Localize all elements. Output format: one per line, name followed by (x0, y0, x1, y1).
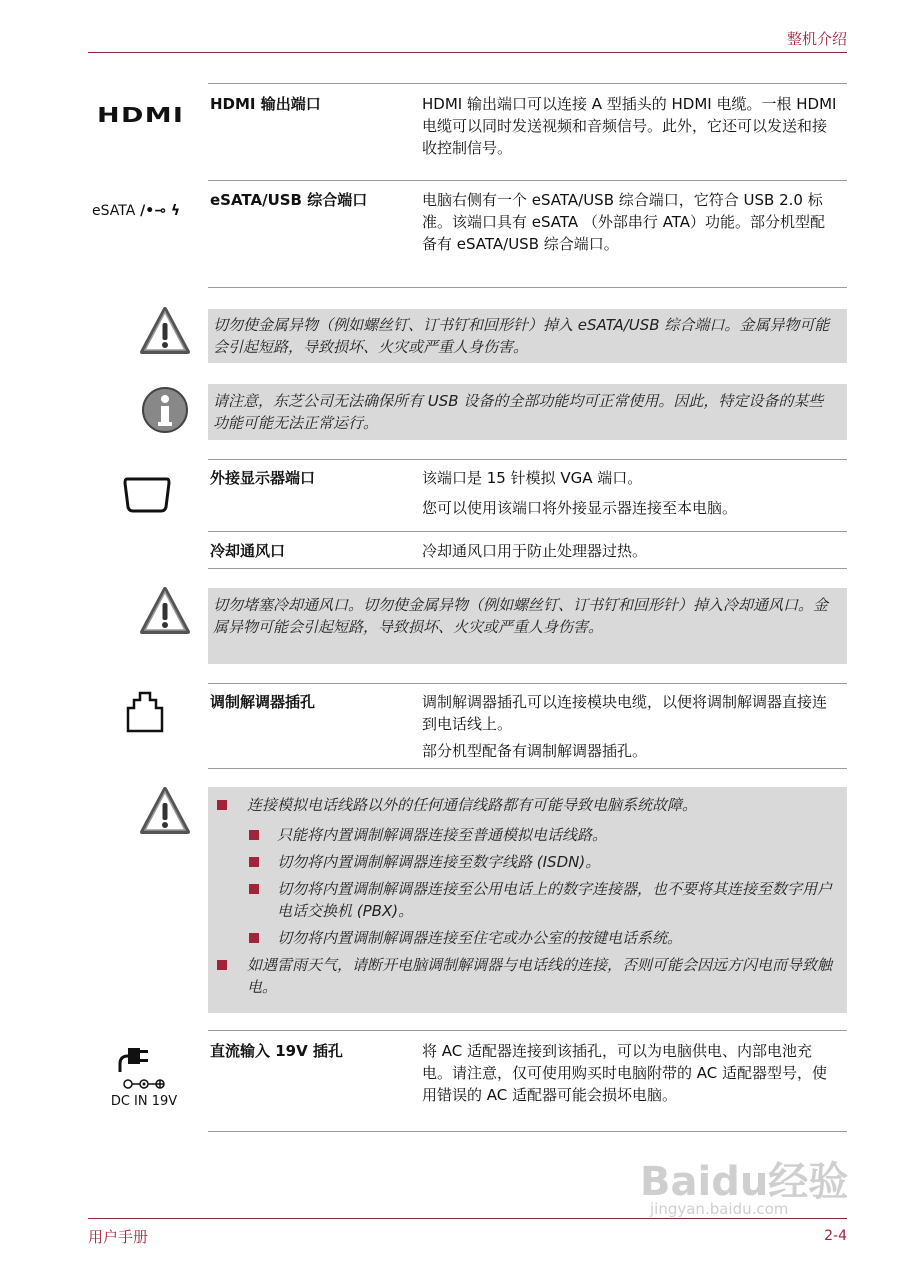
header-section-title: 整机介绍 (786, 30, 847, 48)
hdmi-term: HDMI 输出端口 (210, 95, 321, 113)
warning-icon (139, 786, 191, 840)
table-rule (208, 683, 847, 684)
list-item: 连接模拟电话线路以外的任何通信线路都有可能导致电脑系统故障。 (213, 794, 835, 816)
dc-desc: 将 AC 适配器连接到该插孔，可以为电脑供电、内部电池充电。请注意，仅可使用购买时电脑附带的 AC 适配器型号，使用错误的 AC 适配器可能会损坏电脑。 (422, 1042, 828, 1104)
esata-usb-icon: eSATA /•⊸ ϟ (92, 203, 181, 219)
list-item: 切勿将内置调制解调器连接至数字线路 (ISDN)。 (213, 851, 835, 873)
monitor-port-icon (122, 475, 172, 519)
list-item: 如遇雷雨天气，请断开电脑调制解调器与电话线的连接，否则可能会因远方闪电而导致触电。 (213, 954, 835, 998)
page-number: 2-4 (824, 1228, 847, 1244)
list-item: 切勿将内置调制解调器连接至公用电话上的数字连接器，也不要将其连接至数字用户电话交换机 (PBX)。 (213, 878, 835, 922)
modem-term: 调制解调器插孔 (210, 693, 316, 711)
footer-rule (88, 1218, 847, 1219)
warning-icon (139, 306, 191, 360)
baidu-watermark-url: jingyan.baidu.com (650, 1200, 789, 1218)
modem-desc: 调制解调器插孔可以连接模块电缆，以便将调制解调器直接连到电话线上。 部分机型配备有调制解调器插孔。 (422, 693, 828, 760)
dc-term: 直流输入 19V 插孔 (210, 1042, 343, 1060)
warning-note-esata: 切勿使金属异物（例如螺丝钉、订书钉和回形针）掉入 eSATA/USB 综合端口。金属异物可能会引起短路，导致损坏、火灾或严重人身伤害。 (208, 309, 847, 363)
table-rule (208, 1131, 847, 1132)
vent-term: 冷却通风口 (210, 542, 286, 560)
info-note-usb: 请注意，东芝公司无法确保所有 USB 设备的全部功能均可正常使用。因此，特定设备的某些功能可能无法正常运行。 (208, 384, 847, 440)
baidu-watermark: Baidu经验 (640, 1159, 849, 1205)
list-item: 切勿将内置调制解调器连接至住宅或办公室的按键电话系统。 (213, 927, 835, 949)
monitor-desc: 该端口是 15 针模拟 VGA 端口。 您可以使用该端口将外接显示器连接至本电脑。 (422, 469, 738, 517)
esata-desc: 电脑右侧有一个 eSATA/USB 综合端口，它符合 USB 2.0 标准。该端口具有 eSATA （外部串行 ATA）功能。部分机型配备有 eSATA/USB 综合端口。 (422, 191, 826, 253)
list-item: 只能将内置调制解调器连接至普通模拟电话线路。 (213, 824, 835, 846)
table-rule (208, 531, 847, 532)
modem-jack-icon (125, 690, 165, 738)
table-rule (208, 459, 847, 460)
table-rule (208, 83, 847, 84)
table-rule (208, 180, 847, 181)
hdmi-logo-icon: HDMI (97, 103, 185, 127)
esata-term: eSATA/USB 综合端口 (210, 191, 368, 209)
table-rule (208, 568, 847, 569)
monitor-term: 外接显示器端口 (210, 469, 316, 487)
table-rule (208, 1030, 847, 1031)
vent-desc: 冷却通风口用于防止处理器过热。 (422, 542, 648, 560)
warning-note-vent: 切勿堵塞冷却通风口。切勿使金属异物（例如螺丝钉、订书钉和回形针）掉入冷却通风口。金属异物可能会引起短路，导致损坏、火灾或严重人身伤害。 (208, 588, 847, 664)
table-rule (208, 768, 847, 769)
table-rule (208, 287, 847, 288)
hdmi-desc: HDMI 输出端口可以连接 A 型插头的 HDMI 电缆。一根 HDMI 电缆可以同时发送视频和音频信号。此外，它还可以发送和接收控制信号。 (422, 95, 837, 157)
footer-manual-title: 用户手册 (88, 1228, 149, 1246)
warning-note-modem (208, 787, 847, 1013)
header-rule (88, 52, 847, 53)
info-icon (139, 385, 191, 439)
dc-in-icon: DC IN 19V (104, 1042, 184, 1109)
warning-icon (139, 586, 191, 640)
